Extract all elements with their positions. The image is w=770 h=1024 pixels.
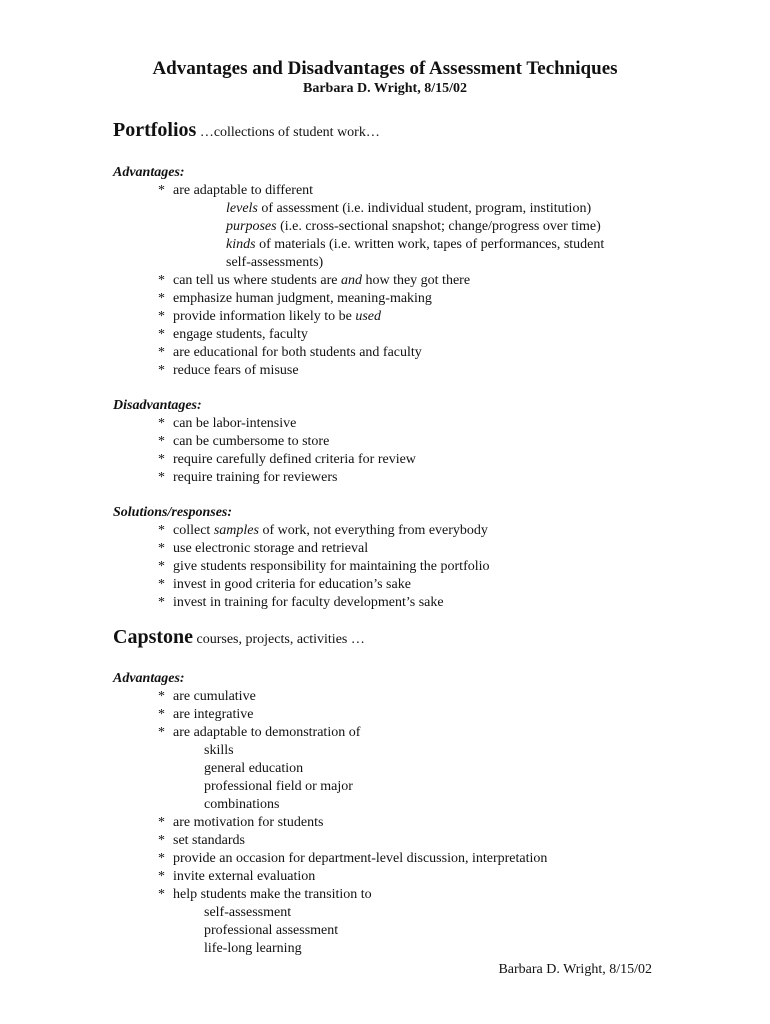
list-item: * require carefully defined criteria for review — [158, 452, 416, 467]
advantages-label: Advantages: — [113, 165, 185, 180]
list-item: * provide an occasion for department-level discussion, interpretation — [158, 851, 548, 866]
list-sub-item: kinds of materials (i.e. written work, tapes of performances, student — [226, 237, 605, 252]
list-item: * invest in good criteria for education’s sake — [158, 577, 411, 592]
list-item: * are adaptable to different — [158, 183, 314, 198]
list-item: * are cumulative — [158, 689, 256, 704]
list-item: * use electronic storage and retrieval — [158, 541, 369, 556]
list-sub-item: skills — [204, 743, 234, 758]
list-item: * emphasize human judgment, meaning-making — [158, 291, 432, 306]
section-description: …collections of student work… — [199, 125, 380, 140]
document-title: Advantages and Disadvantages of Assessment Techniques — [152, 58, 618, 79]
author-line: Barbara D. Wright, 8/15/02 — [303, 81, 467, 96]
list-sub-item: professional assessment — [204, 923, 339, 938]
list-sub-item: general education — [204, 761, 304, 776]
list-sub-item: professional field or major — [204, 779, 353, 794]
section-description: courses, projects, activities … — [193, 632, 365, 647]
list-sub-item: self-assessments) — [226, 255, 324, 270]
section-heading-capstone — [113, 628, 365, 649]
list-item: * give students responsibility for maintaining the portfolio — [158, 559, 490, 574]
list-item: * reduce fears of misuse — [158, 363, 299, 378]
list-sub-item: self-assessment — [204, 905, 292, 920]
list-item: * engage students, faculty — [158, 327, 308, 342]
solutions-label: Solutions/responses: — [113, 505, 233, 520]
list-item: * can be cumbersome to store — [158, 434, 330, 449]
page-footer: Barbara D. Wright, 8/15/02 — [498, 962, 652, 977]
list-item: * help students make the transition to — [158, 887, 372, 902]
list-sub-item: life-long learning — [204, 941, 302, 956]
list-item: * are adaptable to demonstration of — [158, 725, 361, 740]
list-item: * are educational for both students and faculty — [158, 345, 422, 360]
list-item: * can tell us where students are and how they got there — [158, 273, 471, 288]
list-item: * set standards — [158, 833, 245, 848]
disadvantages-label: Disadvantages: — [113, 398, 202, 413]
list-item: * are integrative — [158, 707, 254, 722]
section-name: Capstone — [113, 626, 194, 648]
advantages-label: Advantages: — [113, 671, 185, 686]
list-item: * are motivation for students — [158, 815, 324, 830]
list-item: * collect samples of work, not everything from everybody — [158, 523, 488, 538]
list-item: * provide information likely to be used — [158, 309, 382, 324]
section-name: Portfolios — [113, 119, 197, 141]
list-item: * require training for reviewers — [158, 470, 338, 485]
list-item: * invest in training for faculty development’s sake — [158, 595, 444, 610]
list-item: * can be labor-intensive — [158, 416, 297, 431]
list-item: * invite external evaluation — [158, 869, 316, 884]
list-sub-item: combinations — [204, 797, 280, 812]
section-heading-portfolios — [113, 121, 380, 142]
list-sub-item: levels of assessment (i.e. individual student, program, institution) — [226, 201, 592, 216]
list-sub-item: purposes (i.e. cross-sectional snapshot; change/progress over time) — [226, 219, 601, 234]
